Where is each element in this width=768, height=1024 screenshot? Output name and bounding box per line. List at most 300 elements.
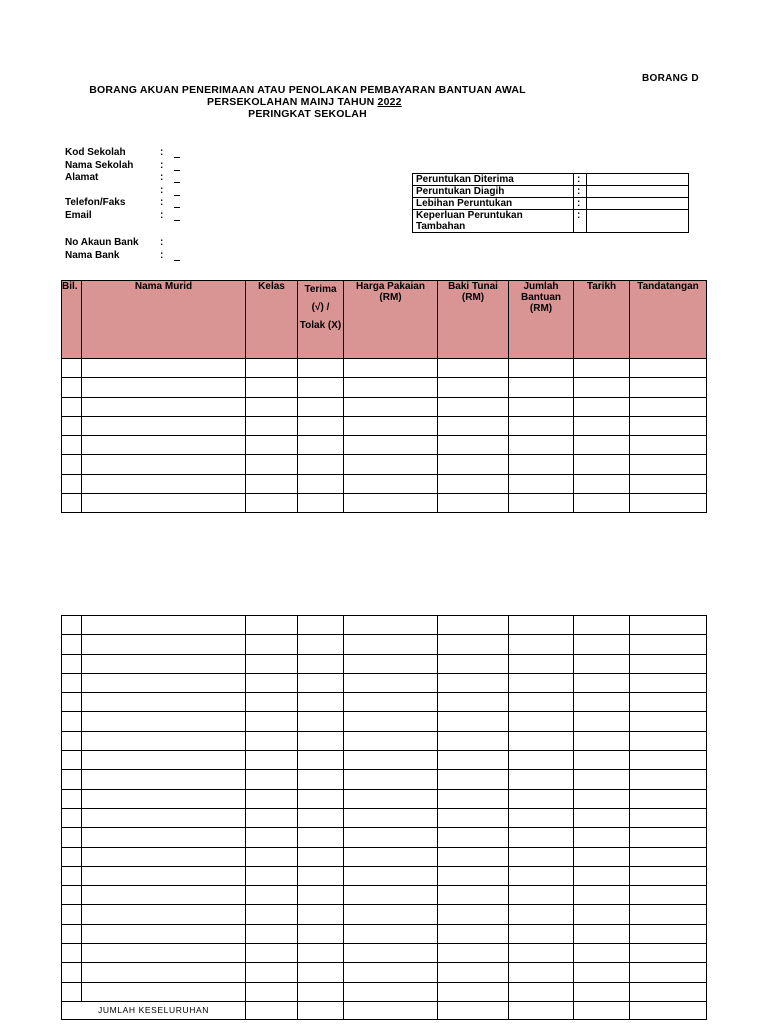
table-cell[interactable] [82, 789, 246, 808]
table-cell[interactable] [82, 982, 246, 1001]
table-cell[interactable] [62, 770, 82, 789]
table-cell[interactable] [82, 693, 246, 712]
allocation-row [413, 174, 689, 186]
table-cell[interactable] [298, 886, 344, 905]
table-row [62, 963, 707, 982]
table-cell[interactable] [630, 847, 707, 866]
table-cell[interactable] [509, 886, 574, 905]
table-cell[interactable] [62, 944, 82, 963]
table-cell[interactable] [298, 751, 344, 770]
table-cell[interactable] [630, 416, 707, 435]
colon: : [160, 147, 164, 158]
table-cell[interactable] [62, 673, 82, 692]
table-cell[interactable] [62, 924, 82, 943]
table-cell[interactable] [298, 455, 344, 474]
table-cell[interactable] [82, 673, 246, 692]
table-cell[interactable] [574, 944, 630, 963]
address-row-2 [65, 185, 180, 198]
table-cell[interactable] [509, 359, 574, 378]
table-cell[interactable] [438, 924, 509, 943]
table-cell[interactable] [574, 905, 630, 924]
allocation-received-value[interactable] [587, 174, 689, 186]
table-cell[interactable] [298, 616, 344, 635]
table-row [62, 886, 707, 905]
table-cell[interactable] [298, 712, 344, 731]
table-cell[interactable] [246, 693, 298, 712]
table-cell[interactable] [298, 847, 344, 866]
table-cell[interactable] [630, 474, 707, 493]
table-cell[interactable] [344, 751, 438, 770]
table-cell[interactable] [62, 378, 82, 397]
table-cell[interactable] [344, 905, 438, 924]
table-cell[interactable] [298, 474, 344, 493]
colon: : [160, 249, 164, 261]
table-cell[interactable] [62, 416, 82, 435]
table-cell[interactable] [82, 494, 246, 513]
table-cell[interactable] [246, 378, 298, 397]
address-field-1[interactable] [174, 174, 180, 183]
table-cell[interactable] [574, 789, 630, 808]
table-cell[interactable] [438, 397, 509, 416]
table-cell[interactable] [438, 436, 509, 455]
table-cell[interactable] [62, 494, 82, 513]
table-cell[interactable] [630, 886, 707, 905]
table-cell[interactable] [344, 494, 438, 513]
table-cell[interactable] [438, 866, 509, 885]
table-cell[interactable] [298, 731, 344, 750]
table-cell[interactable] [438, 808, 509, 827]
table-cell[interactable] [246, 866, 298, 885]
table-cell[interactable] [82, 474, 246, 493]
table-cell[interactable] [246, 905, 298, 924]
table-cell[interactable] [509, 731, 574, 750]
table-cell[interactable] [630, 924, 707, 943]
table-cell[interactable] [438, 905, 509, 924]
phone-label: Telefon/Faks [65, 197, 126, 208]
table-cell[interactable] [344, 397, 438, 416]
table-cell[interactable] [630, 693, 707, 712]
table-row [62, 924, 707, 943]
table-cell[interactable] [438, 789, 509, 808]
table-cell[interactable] [630, 905, 707, 924]
table-cell[interactable] [574, 359, 630, 378]
table-cell[interactable] [574, 455, 630, 474]
table-cell[interactable] [509, 808, 574, 827]
table-cell[interactable] [62, 455, 82, 474]
table-cell[interactable] [574, 828, 630, 847]
table-cell[interactable] [298, 494, 344, 513]
table-cell[interactable] [62, 808, 82, 827]
colon: : [160, 159, 164, 171]
table-cell[interactable] [62, 654, 82, 673]
table-cell[interactable] [246, 886, 298, 905]
table-cell[interactable] [344, 616, 438, 635]
phone-field[interactable] [174, 199, 180, 208]
table-cell[interactable] [509, 751, 574, 770]
table-cell[interactable] [344, 847, 438, 866]
table-cell[interactable] [630, 397, 707, 416]
school-code-row [65, 147, 180, 160]
header-class: Kelas [246, 281, 298, 359]
table-cell[interactable] [298, 416, 344, 435]
table-cell[interactable] [298, 808, 344, 827]
table-cell[interactable] [298, 924, 344, 943]
table-cell[interactable] [246, 436, 298, 455]
table-cell[interactable] [574, 397, 630, 416]
table-cell[interactable] [62, 789, 82, 808]
table-cell[interactable] [630, 436, 707, 455]
allocation-additional-value[interactable] [587, 210, 689, 233]
table-cell[interactable] [438, 828, 509, 847]
table-cell[interactable] [246, 416, 298, 435]
table-cell[interactable] [298, 963, 344, 982]
table-cell[interactable] [62, 635, 82, 654]
table-cell[interactable] [62, 886, 82, 905]
table-cell[interactable] [438, 635, 509, 654]
header-bil: Bil. [62, 281, 82, 359]
table-cell[interactable] [344, 808, 438, 827]
table-cell[interactable] [630, 654, 707, 673]
allocation-row [413, 198, 689, 210]
table-cell[interactable] [438, 847, 509, 866]
table-cell[interactable] [344, 944, 438, 963]
table-cell[interactable] [630, 963, 707, 982]
table-cell[interactable] [246, 789, 298, 808]
table-cell[interactable] [246, 673, 298, 692]
table-cell[interactable] [344, 378, 438, 397]
table-row [62, 712, 707, 731]
table-cell[interactable] [246, 828, 298, 847]
table-cell[interactable] [509, 455, 574, 474]
table-cell[interactable] [509, 654, 574, 673]
table-cell[interactable] [82, 378, 246, 397]
table-cell[interactable] [438, 474, 509, 493]
table-cell[interactable] [509, 982, 574, 1001]
title-line2-prefix: PERSEKOLAHAN MAINJ TAHUN [207, 96, 378, 108]
table-cell[interactable] [574, 436, 630, 455]
table-cell[interactable] [630, 494, 707, 513]
table-cell[interactable] [82, 808, 246, 827]
table-cell[interactable] [62, 474, 82, 493]
table-cell[interactable] [630, 673, 707, 692]
table-cell[interactable] [344, 828, 438, 847]
table-cell[interactable] [509, 712, 574, 731]
table-cell[interactable] [344, 789, 438, 808]
table-cell[interactable] [246, 982, 298, 1001]
table-cell[interactable] [298, 770, 344, 789]
table-cell[interactable] [82, 416, 246, 435]
table-cell[interactable] [82, 436, 246, 455]
table-row [62, 828, 707, 847]
table-cell[interactable] [298, 378, 344, 397]
bank-name-field[interactable] [174, 252, 180, 261]
table-cell[interactable] [82, 654, 246, 673]
table-cell[interactable] [298, 673, 344, 692]
bank-account-label: No Akaun Bank [65, 237, 139, 248]
table-cell[interactable] [246, 944, 298, 963]
table-cell[interactable] [574, 378, 630, 397]
table-cell[interactable] [509, 397, 574, 416]
table-cell[interactable] [246, 712, 298, 731]
address-field-2[interactable] [174, 187, 180, 196]
table-cell[interactable] [246, 924, 298, 943]
table-cell[interactable] [246, 751, 298, 770]
table-cell[interactable] [62, 847, 82, 866]
table-cell[interactable] [574, 673, 630, 692]
school-name-field[interactable] [174, 162, 180, 171]
table-cell[interactable] [298, 982, 344, 1001]
table-cell[interactable] [630, 808, 707, 827]
table-cell[interactable] [438, 654, 509, 673]
table-cell[interactable] [509, 616, 574, 635]
table-cell[interactable] [630, 944, 707, 963]
table-cell[interactable] [62, 693, 82, 712]
table-cell[interactable] [574, 416, 630, 435]
table-cell[interactable] [574, 731, 630, 750]
table-cell[interactable] [438, 751, 509, 770]
table-cell[interactable] [509, 924, 574, 943]
table-cell[interactable] [574, 924, 630, 943]
table-cell[interactable] [82, 847, 246, 866]
table-cell[interactable] [438, 982, 509, 1001]
table-cell[interactable] [438, 673, 509, 692]
allocation-surplus-value[interactable] [587, 198, 689, 210]
school-code-label: Kod Sekolah [65, 147, 126, 158]
table-cell[interactable] [246, 359, 298, 378]
table-cell[interactable] [574, 770, 630, 789]
table-cell[interactable] [630, 982, 707, 1001]
table-cell[interactable] [630, 378, 707, 397]
table-cell[interactable] [438, 455, 509, 474]
header-date: Tarikh [574, 281, 630, 359]
table-cell[interactable] [438, 963, 509, 982]
table-cell[interactable] [438, 494, 509, 513]
table-cell[interactable] [509, 866, 574, 885]
table-cell[interactable] [246, 1001, 298, 1019]
table-cell[interactable] [298, 693, 344, 712]
table-row [62, 808, 707, 827]
table-cell[interactable] [574, 616, 630, 635]
table-cell[interactable] [62, 866, 82, 885]
table-row [62, 416, 707, 435]
table-cell[interactable] [344, 455, 438, 474]
table-cell[interactable] [574, 635, 630, 654]
table-cell[interactable] [246, 731, 298, 750]
table-cell[interactable] [509, 416, 574, 435]
table-cell[interactable] [509, 770, 574, 789]
table-cell[interactable] [630, 828, 707, 847]
table-cell[interactable] [438, 359, 509, 378]
table-cell[interactable] [438, 712, 509, 731]
table-cell[interactable] [344, 673, 438, 692]
table-cell[interactable] [574, 494, 630, 513]
table-cell[interactable] [344, 416, 438, 435]
table-cell[interactable] [344, 886, 438, 905]
table-cell[interactable] [509, 378, 574, 397]
table-cell[interactable] [630, 616, 707, 635]
table-cell[interactable] [574, 866, 630, 885]
table-row [62, 397, 707, 416]
table-cell[interactable] [509, 494, 574, 513]
table-cell[interactable] [630, 866, 707, 885]
table-cell[interactable] [509, 474, 574, 493]
allocation-distributed-value[interactable] [587, 186, 689, 198]
table-cell[interactable] [344, 654, 438, 673]
table-cell[interactable] [509, 944, 574, 963]
table-cell[interactable] [438, 731, 509, 750]
table-cell[interactable] [298, 866, 344, 885]
table-cell[interactable] [298, 1001, 344, 1019]
table-cell[interactable] [574, 847, 630, 866]
table-cell[interactable] [574, 982, 630, 1001]
table-cell[interactable] [438, 1001, 509, 1019]
table-cell[interactable] [574, 474, 630, 493]
table-cell[interactable] [62, 963, 82, 982]
table-cell[interactable] [298, 397, 344, 416]
table-cell[interactable] [298, 828, 344, 847]
table-cell[interactable] [62, 616, 82, 635]
table-cell[interactable] [298, 654, 344, 673]
table-cell[interactable] [438, 944, 509, 963]
table-cell[interactable] [344, 474, 438, 493]
table-cell[interactable] [509, 635, 574, 654]
allocation-row [413, 210, 689, 233]
table-cell[interactable] [62, 751, 82, 770]
table-cell[interactable] [509, 436, 574, 455]
table-cell[interactable] [509, 847, 574, 866]
table-cell[interactable] [630, 712, 707, 731]
table-cell[interactable] [62, 731, 82, 750]
table-row [62, 616, 707, 635]
table-cell[interactable] [509, 905, 574, 924]
table-cell[interactable] [344, 693, 438, 712]
table-cell[interactable] [344, 963, 438, 982]
table-cell[interactable] [298, 789, 344, 808]
table-cell[interactable] [82, 397, 246, 416]
table-cell[interactable] [509, 673, 574, 692]
table-cell[interactable] [344, 924, 438, 943]
table-cell[interactable] [344, 770, 438, 789]
table-cell[interactable] [82, 924, 246, 943]
table-cell[interactable] [82, 635, 246, 654]
table-cell[interactable] [344, 712, 438, 731]
table-cell[interactable] [574, 654, 630, 673]
table-cell[interactable] [344, 359, 438, 378]
table-cell[interactable] [298, 436, 344, 455]
table-cell[interactable] [298, 905, 344, 924]
student-table [61, 280, 707, 513]
table-cell[interactable] [82, 616, 246, 635]
table-cell[interactable] [82, 944, 246, 963]
table-cell[interactable] [509, 828, 574, 847]
table-cell[interactable] [344, 1001, 438, 1019]
table-cell[interactable] [630, 770, 707, 789]
table-cell[interactable] [246, 847, 298, 866]
table-cell[interactable] [438, 616, 509, 635]
table-row [62, 866, 707, 885]
table-cell[interactable] [246, 474, 298, 493]
table-cell[interactable] [82, 359, 246, 378]
table-cell[interactable] [246, 455, 298, 474]
table-cell[interactable] [62, 397, 82, 416]
table-cell[interactable] [62, 905, 82, 924]
table-cell[interactable] [438, 416, 509, 435]
table-cell[interactable] [82, 886, 246, 905]
table-cell[interactable] [246, 963, 298, 982]
table-cell[interactable] [509, 789, 574, 808]
header-cash-balance: Baki Tunai (RM) [438, 281, 509, 359]
table-cell[interactable] [82, 905, 246, 924]
table-cell[interactable] [630, 789, 707, 808]
table-cell[interactable] [62, 359, 82, 378]
table-cell[interactable] [574, 963, 630, 982]
table-cell[interactable] [438, 886, 509, 905]
table-cell[interactable] [246, 654, 298, 673]
table-cell[interactable] [62, 982, 82, 1001]
table-cell[interactable] [344, 866, 438, 885]
table-cell[interactable] [298, 635, 344, 654]
table-cell[interactable] [246, 494, 298, 513]
email-field[interactable] [174, 212, 180, 221]
table-cell[interactable] [246, 397, 298, 416]
table-cell[interactable] [574, 712, 630, 731]
table-cell[interactable] [574, 751, 630, 770]
table-cell[interactable] [630, 359, 707, 378]
table-cell[interactable] [246, 616, 298, 635]
table-cell[interactable] [630, 455, 707, 474]
allocation-table [412, 173, 689, 233]
school-code-field[interactable] [174, 149, 180, 158]
table-cell[interactable] [82, 828, 246, 847]
table-cell[interactable] [344, 982, 438, 1001]
table-cell[interactable] [344, 436, 438, 455]
table-cell[interactable] [62, 828, 82, 847]
table-cell[interactable] [509, 1001, 574, 1019]
table-cell[interactable] [630, 731, 707, 750]
table-cell[interactable] [509, 693, 574, 712]
table-cell[interactable] [82, 751, 246, 770]
table-cell[interactable] [574, 1001, 630, 1019]
table-cell[interactable] [344, 635, 438, 654]
table-cell[interactable] [62, 436, 82, 455]
table-cell[interactable] [630, 635, 707, 654]
email-label: Email [65, 209, 92, 221]
table-cell[interactable] [62, 712, 82, 731]
table-cell[interactable] [246, 808, 298, 827]
table-cell[interactable] [298, 359, 344, 378]
table-cell[interactable] [630, 1001, 707, 1019]
table-cell[interactable] [574, 808, 630, 827]
table-cell[interactable] [438, 770, 509, 789]
table-cell[interactable] [574, 693, 630, 712]
table-cell[interactable] [438, 693, 509, 712]
table-cell[interactable] [438, 378, 509, 397]
table-cell[interactable] [246, 635, 298, 654]
table-cell[interactable] [82, 866, 246, 885]
table-cell[interactable] [82, 963, 246, 982]
table-cell[interactable] [509, 963, 574, 982]
table-cell[interactable] [82, 731, 246, 750]
table-cell[interactable] [82, 712, 246, 731]
school-info-block [65, 147, 180, 222]
table-cell[interactable] [630, 751, 707, 770]
table-cell[interactable] [246, 770, 298, 789]
table-cell[interactable] [82, 455, 246, 474]
table-cell[interactable] [344, 731, 438, 750]
table-cell[interactable] [298, 944, 344, 963]
table-cell[interactable] [82, 770, 246, 789]
table-cell[interactable] [574, 886, 630, 905]
